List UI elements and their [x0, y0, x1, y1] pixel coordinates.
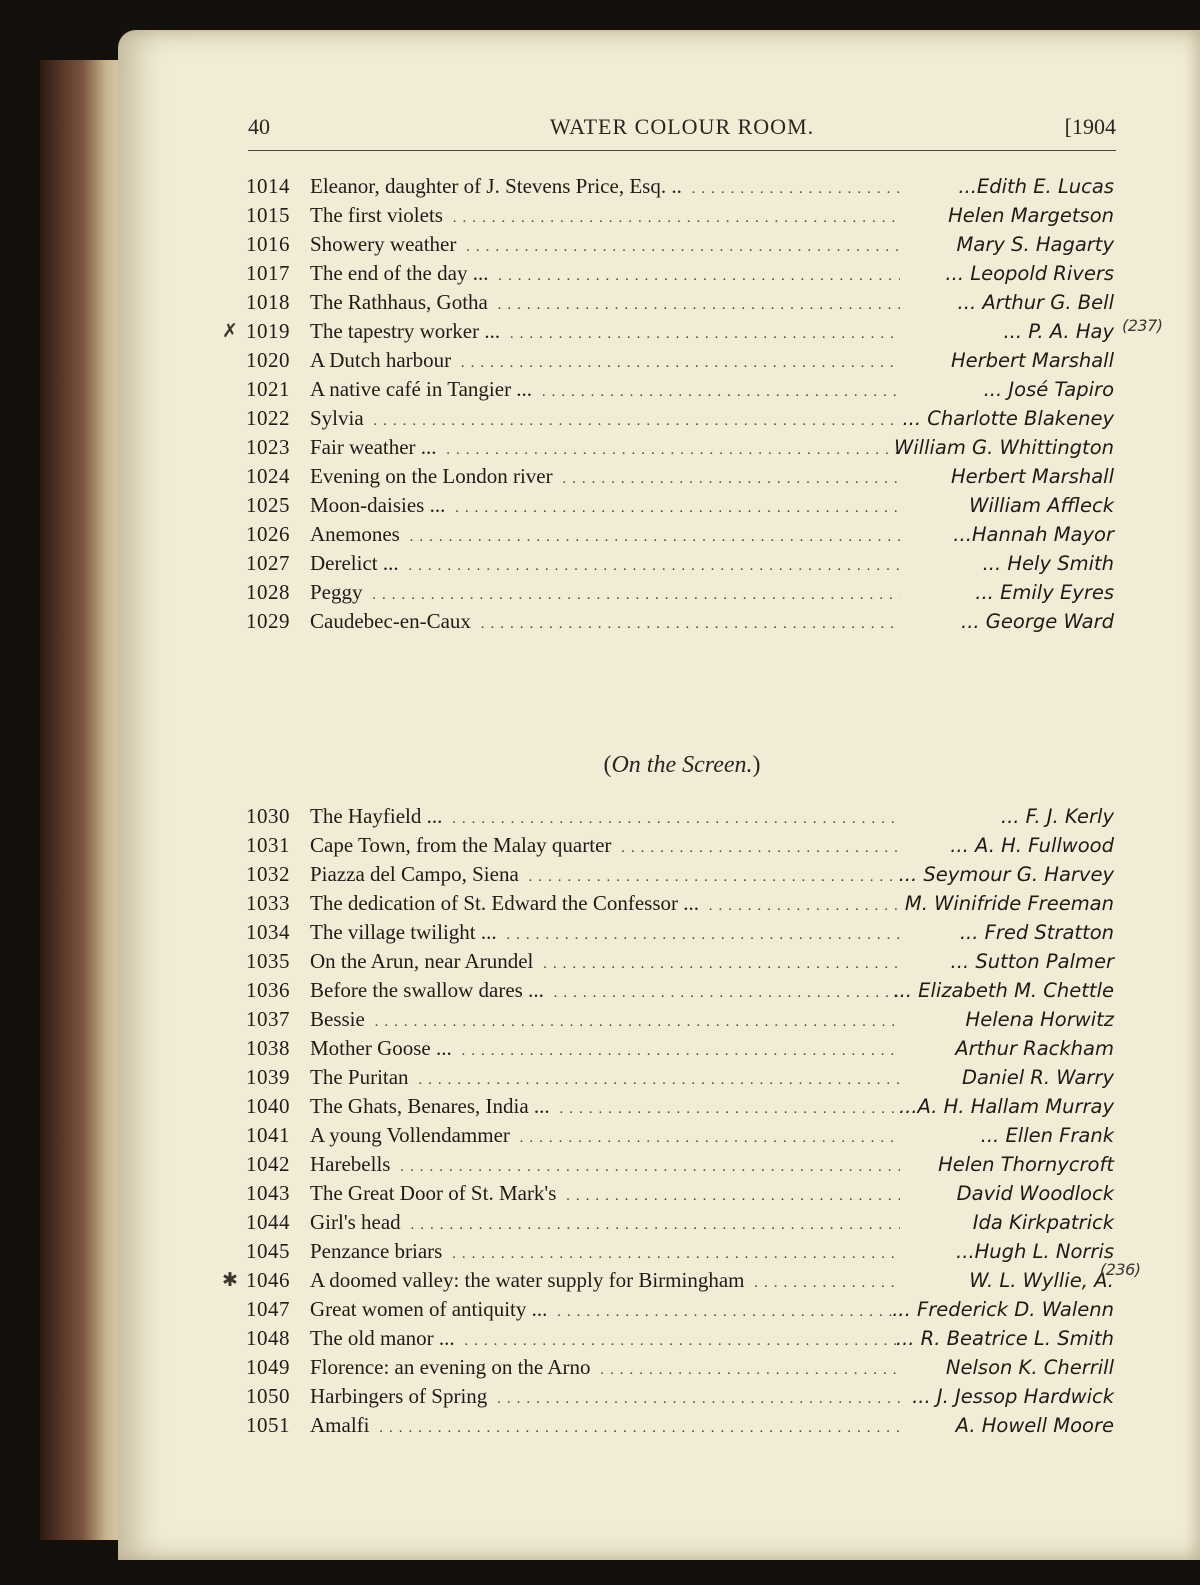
entry-number: 1047	[246, 1297, 290, 1321]
entry-title: Caudebec-en-Caux .....	[310, 607, 900, 639]
catalogue-entry	[220, 549, 1120, 578]
entry-number: 1019	[246, 319, 290, 343]
entry-number: 1015	[246, 203, 290, 227]
entry-title: Fair weather ... .....	[310, 433, 900, 465]
entry-number: 1038	[246, 1036, 290, 1060]
catalogue-list-main	[220, 172, 1120, 636]
page-year: [1904	[1064, 114, 1116, 139]
section-heading-italic: On the Screen.	[611, 752, 753, 778]
entry-artist: ... Leopold Rivers	[945, 262, 1114, 285]
entry-number: 1025	[246, 493, 290, 517]
catalogue-entry	[220, 1005, 1120, 1034]
entry-artist: ... Ellen Frank	[980, 1124, 1114, 1147]
entry-title: The Hayfield ... .....	[310, 802, 900, 834]
entry-artist: ... P. A. Hay	[1003, 320, 1114, 343]
entry-title: The Rathhaus, Gotha .....	[310, 288, 900, 320]
entry-artist: Herbert Marshall	[950, 465, 1114, 488]
entry-mark: ✱	[222, 1270, 238, 1291]
section-heading: (On the Screen.)	[603, 752, 761, 778]
entry-number: 1043	[246, 1181, 290, 1205]
catalogue-entry	[220, 1092, 1120, 1121]
entry-artist: Herbert Marshall	[950, 349, 1114, 372]
catalogue-entry	[220, 1324, 1120, 1353]
catalogue-entry	[220, 230, 1120, 259]
entry-artist: ... F. J. Kerly	[1000, 805, 1114, 828]
handwritten-note-1046: (236)	[1100, 1260, 1141, 1279]
entry-artist: ... Elizabeth M. Chettle	[893, 979, 1114, 1002]
catalogue-entry	[220, 288, 1120, 317]
catalogue-entry	[220, 433, 1120, 462]
entry-artist: William Affleck	[969, 494, 1114, 517]
entry-number: 1049	[246, 1355, 290, 1379]
entry-artist: A. Howell Moore	[955, 1414, 1114, 1437]
entry-title: Before the swallow dares ... .....	[310, 976, 900, 1008]
entry-title: Showery weather .....	[310, 230, 900, 262]
catalogue-entry	[220, 1353, 1120, 1382]
entry-artist: ... George Ward	[961, 610, 1114, 633]
entry-number: 1022	[246, 406, 290, 430]
handwritten-note-1019: (237)	[1122, 316, 1163, 335]
entry-number: 1032	[246, 862, 290, 886]
page-header	[248, 110, 1116, 150]
entry-artist: ... Frederick D. Walenn	[892, 1298, 1114, 1321]
entry-title: On the Arun, near Arundel .....	[310, 947, 900, 979]
entry-title: Moon-daisies ... .....	[310, 491, 900, 523]
entry-number: 1026	[246, 522, 290, 546]
entry-title: Evening on the London river .....	[310, 462, 900, 494]
catalogue-entry	[220, 1295, 1120, 1324]
entry-title: Penzance briars .....	[310, 1237, 900, 1269]
entry-number: 1050	[246, 1384, 290, 1408]
catalogue-entry	[220, 404, 1120, 433]
page-number: 40	[248, 114, 270, 139]
entry-title: The Ghats, Benares, India ... .....	[310, 1092, 900, 1124]
entry-title: Derelict ... .....	[310, 549, 900, 581]
catalogue-entry	[220, 860, 1120, 889]
entry-artist: ...Hannah Mayor	[953, 523, 1114, 546]
entry-title: Peggy .....	[310, 578, 900, 610]
entry-title: The old manor ... .....	[310, 1324, 900, 1356]
entry-title: Harbingers of Spring .....	[310, 1382, 900, 1414]
entry-artist: Ida Kirkpatrick	[972, 1211, 1114, 1234]
entry-number: 1042	[246, 1152, 290, 1176]
catalogue-entry	[220, 1063, 1120, 1092]
catalogue-entry	[220, 918, 1120, 947]
entry-artist: M. Winifride Freeman	[904, 892, 1114, 915]
entry-artist: Helena Horwitz	[965, 1008, 1114, 1031]
catalogue-entry	[220, 947, 1120, 976]
entry-number: 1041	[246, 1123, 290, 1147]
entry-artist: ... Hely Smith	[982, 552, 1114, 575]
catalogue-entry	[220, 1179, 1120, 1208]
catalogue-entry	[220, 491, 1120, 520]
entry-artist: Nelson K. Cherrill	[945, 1356, 1114, 1379]
entry-title: Piazza del Campo, Siena .....	[310, 860, 900, 892]
entry-title: A Dutch harbour .....	[310, 346, 900, 378]
catalogue-entry	[220, 1382, 1120, 1411]
catalogue-entry	[220, 317, 1120, 346]
entry-title: Mother Goose ... .....	[310, 1034, 900, 1066]
entry-artist: Mary S. Hagarty	[956, 233, 1114, 256]
entry-artist: ... J. Jessop Hardwick	[912, 1385, 1114, 1408]
entry-artist: W. L. Wyllie, A.	[969, 1269, 1114, 1292]
entry-number: 1014	[246, 174, 290, 198]
entry-title: Harebells .....	[310, 1150, 900, 1182]
catalogue-entry	[220, 607, 1120, 636]
catalogue-entry	[220, 201, 1120, 230]
entry-artist: ...A. H. Hallam Murray	[898, 1095, 1114, 1118]
entry-artist: ... Arthur G. Bell	[957, 291, 1114, 314]
entry-artist: Helen Thornycroft	[938, 1153, 1114, 1176]
entry-number: 1027	[246, 551, 290, 575]
entry-number: 1048	[246, 1326, 290, 1350]
entry-title: The Great Door of St. Mark's .....	[310, 1179, 900, 1211]
catalogue-entry	[220, 802, 1120, 831]
catalogue-entry	[220, 1121, 1120, 1150]
entry-artist: ... Charlotte Blakeney	[902, 407, 1114, 430]
entry-title: Florence: an evening on the Arno .....	[310, 1353, 900, 1385]
entry-title: The Puritan .....	[310, 1063, 900, 1095]
catalogue-entry	[220, 520, 1120, 549]
entry-title: A native café in Tangier ... .....	[310, 375, 900, 407]
entry-number: 1034	[246, 920, 290, 944]
catalogue-entry	[220, 578, 1120, 607]
entry-number: 1018	[246, 290, 290, 314]
catalogue-entry	[220, 1237, 1120, 1266]
entry-number: 1023	[246, 435, 290, 459]
entry-title: The dedication of St. Edward the Confessor ... .....	[310, 889, 900, 921]
entry-number: 1029	[246, 609, 290, 633]
catalogue-entry	[220, 889, 1120, 918]
entry-title: Eleanor, daughter of J. Stevens Price, Esq. .. .....	[310, 172, 900, 204]
entry-artist: ... Sutton Palmer	[950, 950, 1114, 973]
catalogue-entry	[220, 1034, 1120, 1063]
entry-number: 1035	[246, 949, 290, 973]
entry-title: The end of the day ... .....	[310, 259, 900, 291]
entry-title: A young Vollendammer .....	[310, 1121, 900, 1153]
entry-artist: Helen Margetson	[948, 204, 1114, 227]
entry-artist: ... Emily Eyres	[975, 581, 1114, 604]
catalogue-entry	[220, 1150, 1120, 1179]
entry-title: Cape Town, from the Malay quarter .....	[310, 831, 900, 863]
entry-title: Amalfi .....	[310, 1411, 900, 1443]
page-title: WATER COLOUR ROOM.	[549, 114, 815, 139]
entry-number: 1024	[246, 464, 290, 488]
entry-mark: ✗	[222, 321, 238, 342]
catalogue-list-screen	[220, 802, 1120, 1440]
entry-artist: ...Hugh L. Norris	[956, 1240, 1114, 1263]
entry-artist: Arthur Rackham	[955, 1037, 1114, 1060]
entry-number: 1016	[246, 232, 290, 256]
entry-number: 1020	[246, 348, 290, 372]
entry-title: A doomed valley: the water supply for Birmingham .....	[310, 1266, 900, 1298]
entry-artist: ... R. Beatrice L. Smith	[895, 1327, 1114, 1350]
entry-artist: ... Seymour G. Harvey	[898, 863, 1114, 886]
entry-number: 1021	[246, 377, 290, 401]
entry-number: 1039	[246, 1065, 290, 1089]
entry-number: 1040	[246, 1094, 290, 1118]
catalogue-entry	[220, 1208, 1120, 1237]
catalogue-entry	[220, 172, 1120, 201]
entry-artist: David Woodlock	[956, 1182, 1114, 1205]
entry-number: 1036	[246, 978, 290, 1002]
entry-title: Anemones .....	[310, 520, 900, 552]
catalogue-entry	[220, 831, 1120, 860]
catalogue-entry	[220, 976, 1120, 1005]
entry-title: The tapestry worker ... .....	[310, 317, 900, 349]
entry-artist: ... A. H. Fullwood	[950, 834, 1114, 857]
entry-title: Sylvia .....	[310, 404, 900, 436]
catalogue-entry	[220, 346, 1120, 375]
entry-artist: ... José Tapiro	[983, 378, 1114, 401]
entry-number: 1033	[246, 891, 290, 915]
entry-title: Girl's head .....	[310, 1208, 900, 1240]
entry-number: 1046	[246, 1268, 290, 1292]
catalogue-entry	[220, 1266, 1120, 1295]
entry-number: 1028	[246, 580, 290, 604]
entry-title: Great women of antiquity ... .....	[310, 1295, 900, 1327]
entry-number: 1045	[246, 1239, 290, 1263]
header-rule	[248, 150, 1116, 151]
entry-number: 1051	[246, 1413, 290, 1437]
entry-number: 1044	[246, 1210, 290, 1234]
entry-artist: William G. Whittington	[893, 436, 1114, 459]
entry-artist: ... Fred Stratton	[959, 921, 1114, 944]
entry-artist: ...Edith E. Lucas	[958, 175, 1114, 198]
entry-title: The village twilight ... .....	[310, 918, 900, 950]
catalogue-entry	[220, 462, 1120, 491]
catalogue-entry	[220, 259, 1120, 288]
entry-number: 1031	[246, 833, 290, 857]
entry-title: The first violets .....	[310, 201, 900, 233]
catalogue-entry	[220, 1411, 1120, 1440]
entry-title: Bessie .....	[310, 1005, 900, 1037]
catalogue-entry	[220, 375, 1120, 404]
entry-artist: Daniel R. Warry	[961, 1066, 1114, 1089]
entry-number: 1037	[246, 1007, 290, 1031]
entry-number: 1017	[246, 261, 290, 285]
entry-number: 1030	[246, 804, 290, 828]
